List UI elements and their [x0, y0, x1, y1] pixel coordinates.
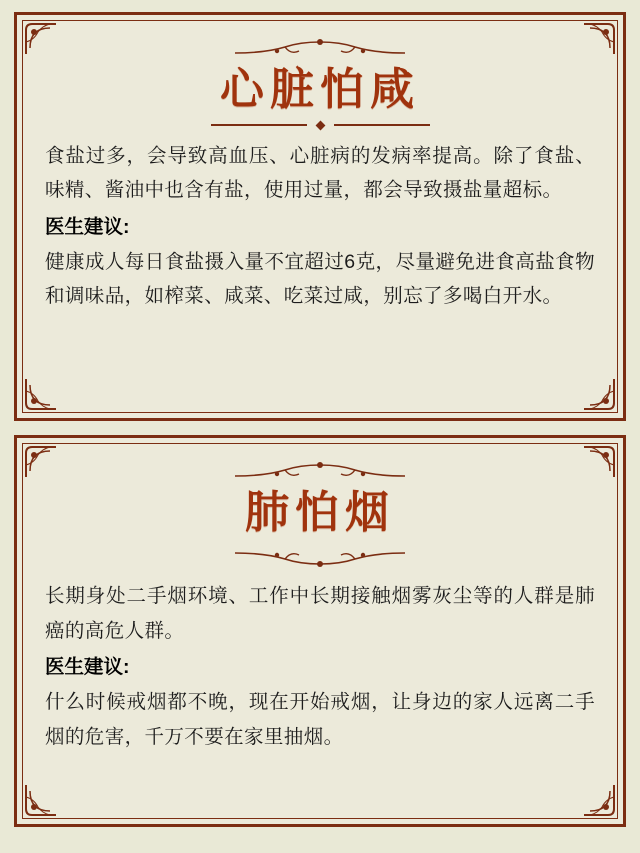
- divider-rule-left: [211, 124, 307, 126]
- advice-label: 医生建议:: [45, 656, 130, 679]
- title-divider: [45, 122, 595, 129]
- card-content: [17, 438, 623, 764]
- divider-diamond-icon: [315, 120, 325, 130]
- info-card-lung: [14, 435, 626, 827]
- flourish-bottom-icon: [45, 543, 595, 569]
- advice-text: 健康成人每日食盐摄入量不宜超过6克，尽量避免进食高盐食物和调味品，如榨菜、咸菜、吃菜过咸，别忘了多喝白开水。: [45, 250, 595, 308]
- info-card-heart: [14, 12, 626, 421]
- advice-text: 什么时候戒烟都不晚，现在开始戒烟，让身边的家人远离二手烟的危害，千万不要在家里抽烟。: [45, 691, 595, 748]
- card-paragraph: 食盐过多，会导致高血压、心脏病的发病率提高。除了食盐、味精、酱油中也含有盐，使用过量，都会导致摄盐量超标。: [45, 144, 595, 202]
- advice-label: 医生建议:: [45, 216, 130, 238]
- card-content: [17, 15, 623, 324]
- flourish-top-icon: [45, 460, 595, 486]
- card-title-wrap: [45, 37, 595, 129]
- flourish-top-icon: [45, 37, 595, 63]
- card-title-wrap: [45, 460, 595, 569]
- divider-rule-right: [334, 124, 430, 126]
- card-paragraph: 长期身处二手烟环境、工作中长期接触烟雾灰尘等的人群是肺癌的高危人群。: [45, 584, 595, 642]
- page-title: 心脏怕咸: [220, 65, 420, 114]
- page-title: 肺怕烟: [245, 488, 395, 538]
